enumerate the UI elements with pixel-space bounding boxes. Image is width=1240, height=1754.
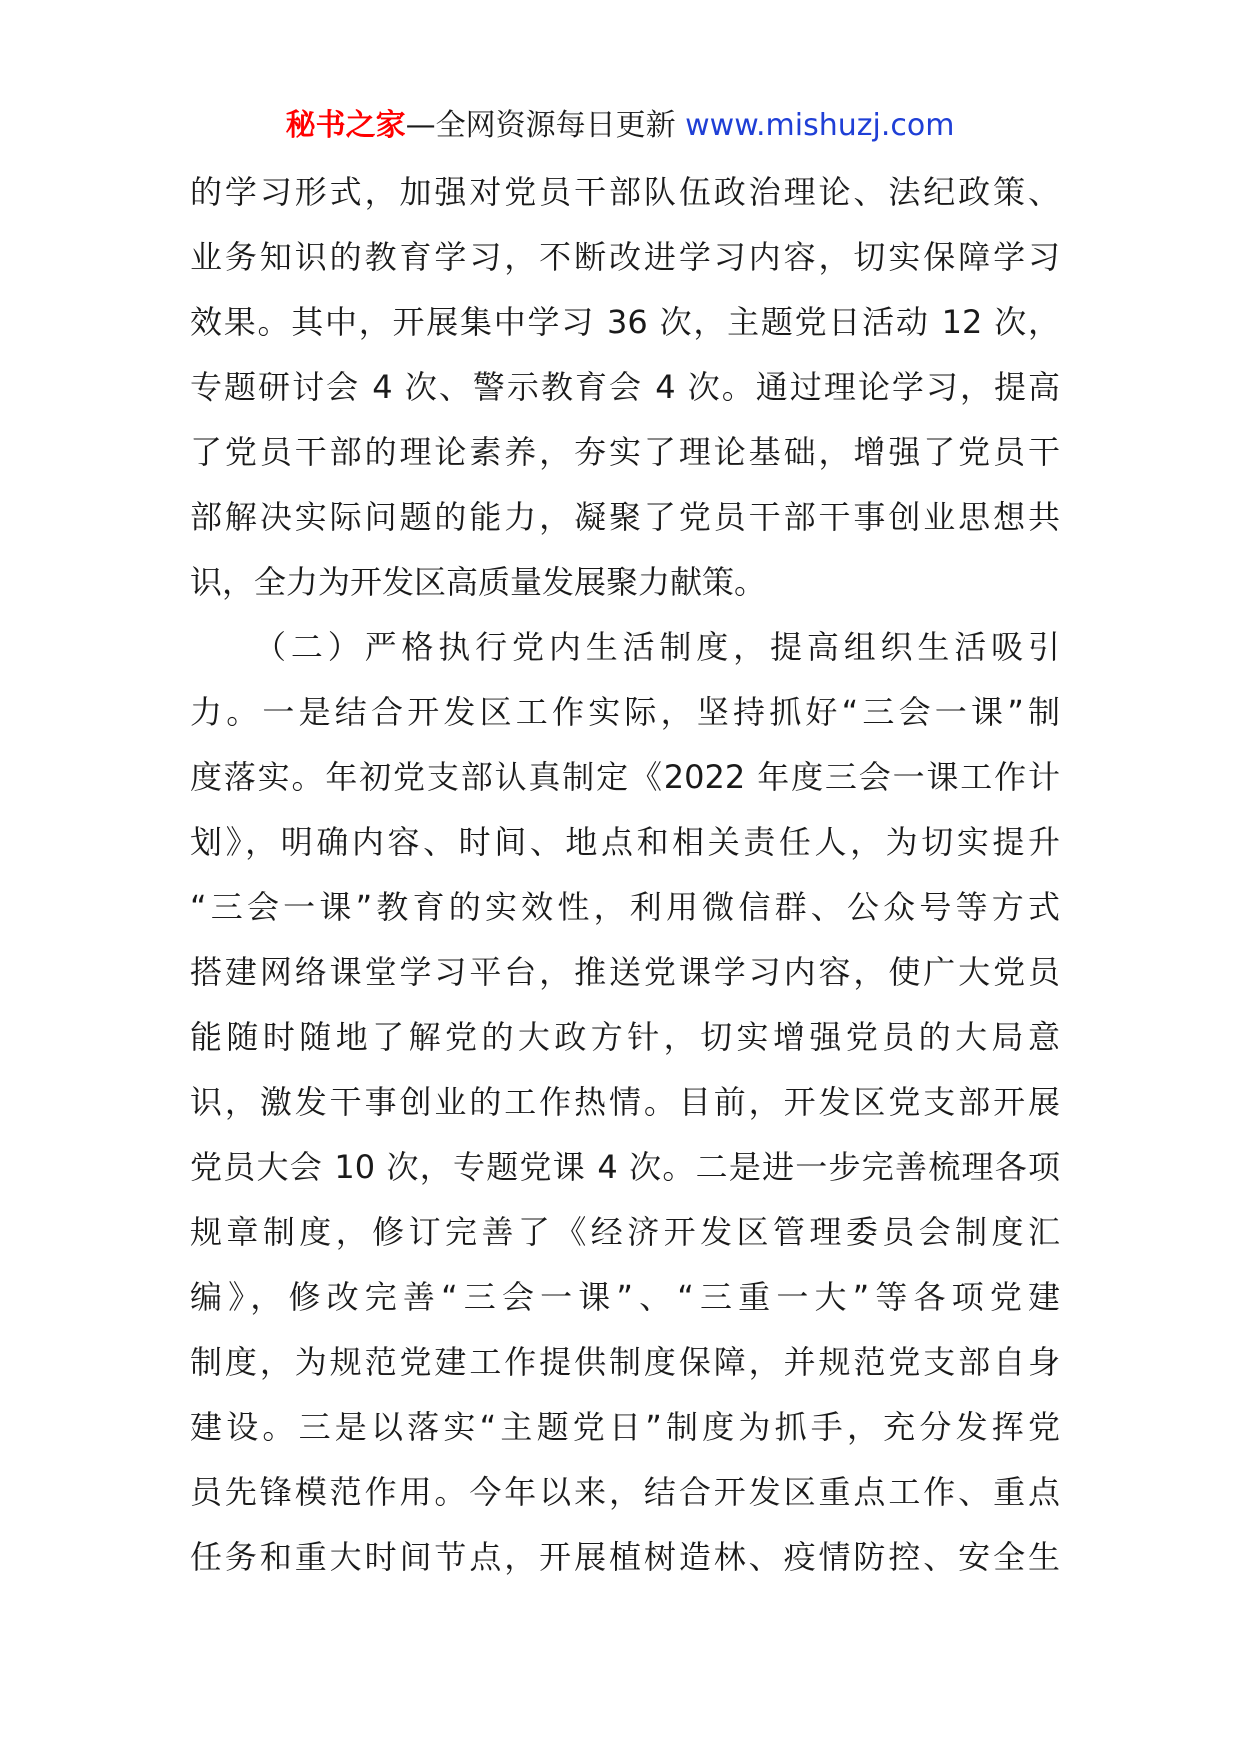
text-line: 专题研讨会 4 次、警示教育会 4 次。通过理论学习，提高 xyxy=(190,368,1060,406)
text-line: 效果。其中，开展集中学习 36 次，主题党日活动 12 次， xyxy=(190,303,1060,341)
text-line: 搭建网络课堂学习平台，推送党课学习内容，使广大党员 xyxy=(190,953,1060,991)
text-line: 制度，为规范党建工作提供制度保障，并规范党支部自身 xyxy=(190,1343,1060,1381)
text-line: 部解决实际问题的能力，凝聚了党员干部干事创业思想共 xyxy=(190,498,1060,536)
text-line: “三会一课”教育的实效性，利用微信群、公众号等方式 xyxy=(190,888,1060,926)
text-line: 建设。三是以落实“主题党日”制度为抓手，充分发挥党 xyxy=(190,1408,1060,1446)
site-url-link[interactable]: www.mishuzj.com xyxy=(685,108,955,143)
site-name: 秘书之家 xyxy=(285,108,406,143)
text-line: 的学习形式，加强对党员干部队伍政治理论、法纪政策、 xyxy=(190,173,1060,211)
text-line: 度落实。年初党支部认真制定《2022 年度三会一课工作计 xyxy=(190,758,1060,796)
header-tagline: —全网资源每日更新 xyxy=(405,108,686,143)
text-line: 编》，修改完善“三会一课”、“三重一大”等各项党建 xyxy=(190,1278,1060,1316)
page-header xyxy=(0,104,1240,148)
text-line: 力。一是结合开发区工作实际，坚持抓好“三会一课”制 xyxy=(190,693,1060,731)
text-line: 识，全力为开发区高质量发展聚力献策。 xyxy=(190,563,767,601)
text-line: 了党员干部的理论素养，夯实了理论基础，增强了党员干 xyxy=(190,433,1060,471)
text-line: 规章制度，修订完善了《经济开发区管理委员会制度汇 xyxy=(190,1213,1060,1251)
text-line: 划》，明确内容、时间、地点和相关责任人，为切实提升 xyxy=(190,823,1060,861)
section-heading-line: （二）严格执行党内生活制度，提高组织生活吸引 xyxy=(254,628,1060,666)
text-line: 识，激发干事创业的工作热情。目前，开发区党支部开展 xyxy=(190,1083,1060,1121)
text-line: 能随时随地了解党的大政方针，切实增强党员的大局意 xyxy=(190,1018,1060,1056)
text-line: 党员大会 10 次，专题党课 4 次。二是进一步完善梳理各项 xyxy=(190,1148,1060,1186)
text-line: 员先锋模范作用。今年以来，结合开发区重点工作、重点 xyxy=(190,1473,1060,1511)
document-body xyxy=(190,160,1060,1590)
text-line: 业务知识的教育学习，不断改进学习内容，切实保障学习 xyxy=(190,238,1060,276)
text-line: 任务和重大时间节点，开展植树造林、疫情防控、安全生 xyxy=(190,1538,1060,1576)
